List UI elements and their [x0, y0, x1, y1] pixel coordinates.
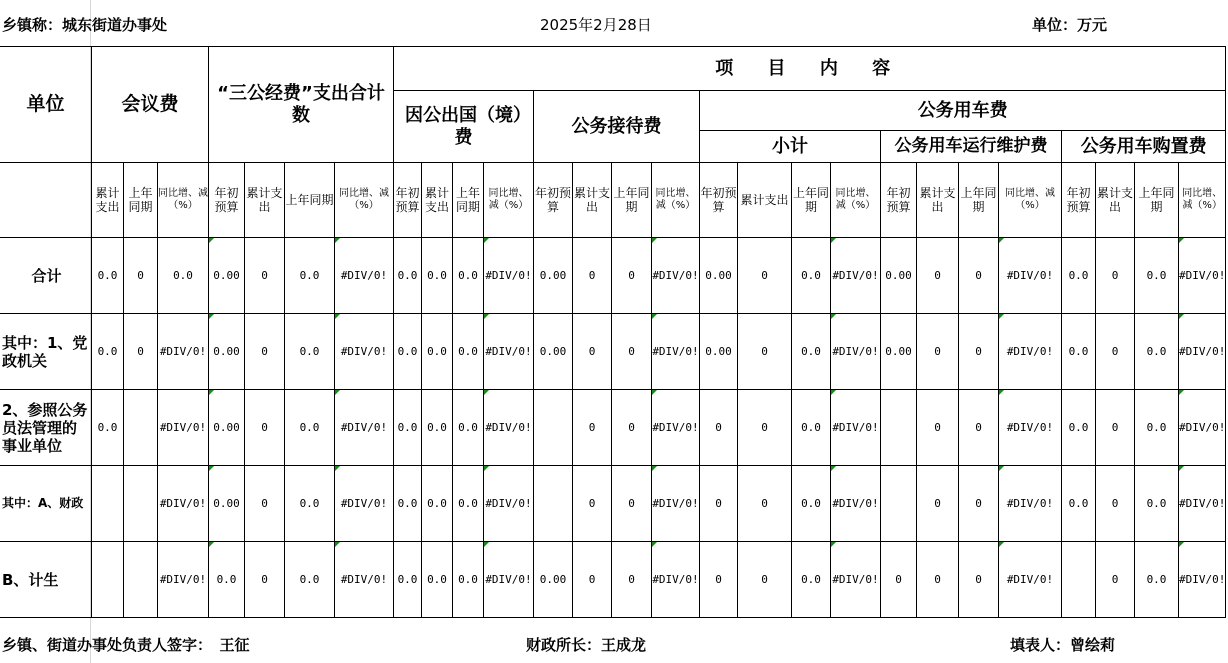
data-cell: 0.0	[792, 542, 831, 618]
data-cell: 0	[738, 314, 792, 390]
car-purchase-header: 公务用车购置费	[1062, 131, 1226, 163]
data-cell: #DIV/0!	[484, 542, 534, 618]
data-cell: 0.00	[209, 314, 245, 390]
data-cell: 0.0	[285, 390, 335, 466]
data-cell: 0.0	[453, 390, 484, 466]
data-cell: 0	[245, 466, 285, 542]
data-cell: #DIV/0!	[158, 542, 209, 618]
subheader-cell: 上年同期	[959, 163, 999, 238]
subheader-cell: 同比增、减（%）	[999, 163, 1062, 238]
data-cell: 0.0	[792, 390, 831, 466]
data-cell: #DIV/0!	[158, 314, 209, 390]
subheader-cell: 同比增、减（%）	[652, 163, 700, 238]
data-cell: 0.0	[453, 238, 484, 314]
data-cell: 0	[124, 238, 158, 314]
subheader-cell: 同比增、减（%）	[158, 163, 209, 238]
data-cell	[1062, 542, 1096, 618]
data-cell: #DIV/0!	[484, 238, 534, 314]
table-row	[0, 542, 1226, 618]
leader-signature: 乡镇、街道办事处负责人签字： 王征	[2, 636, 250, 654]
data-cell: #DIV/0!	[831, 390, 881, 466]
data-cell: 0	[738, 238, 792, 314]
data-cell: 0	[917, 466, 959, 542]
sangong-total-header: “三公经费”支出合计数	[209, 47, 394, 163]
data-cell: 0.00	[700, 238, 738, 314]
data-cell	[534, 390, 573, 466]
data-cell: 0	[573, 238, 612, 314]
data-cell: 0.0	[285, 466, 335, 542]
subheader-cell: 上年同期	[124, 163, 158, 238]
data-cell: 0	[1096, 390, 1135, 466]
data-cell: 0	[738, 466, 792, 542]
data-cell: #DIV/0!	[158, 466, 209, 542]
data-cell: #DIV/0!	[484, 390, 534, 466]
data-cell: #DIV/0!	[484, 314, 534, 390]
unit-header: 单位	[0, 47, 92, 163]
data-cell: 0.0	[1062, 314, 1096, 390]
data-cell: 0.0	[1135, 390, 1179, 466]
table-row	[0, 466, 1226, 542]
data-cell: #DIV/0!	[335, 238, 394, 314]
data-cell: 0.0	[453, 542, 484, 618]
data-cell: #DIV/0!	[831, 314, 881, 390]
subheader-cell: 上年同期	[453, 163, 484, 238]
data-cell: 0.0	[1135, 238, 1179, 314]
data-cell: 0.0	[1135, 542, 1179, 618]
data-cell: 0.0	[394, 466, 422, 542]
data-cell: 0	[700, 466, 738, 542]
data-cell: #DIV/0!	[652, 542, 700, 618]
data-cell: 0	[917, 390, 959, 466]
data-cell: 0	[1096, 314, 1135, 390]
subheader-cell: 年初预算	[209, 163, 245, 238]
data-cell: 0	[700, 390, 738, 466]
row-label: B、计生	[0, 542, 92, 618]
data-cell: 0	[959, 542, 999, 618]
data-cell: #DIV/0!	[652, 314, 700, 390]
data-cell: 0	[245, 238, 285, 314]
data-cell: 0.00	[534, 314, 573, 390]
data-cell: #DIV/0!	[652, 390, 700, 466]
data-cell: 0	[612, 238, 652, 314]
data-cell: 0.00	[534, 542, 573, 618]
data-cell: 0.0	[422, 466, 453, 542]
data-cell: #DIV/0!	[158, 390, 209, 466]
data-cell: #DIV/0!	[831, 542, 881, 618]
data-cell: #DIV/0!	[335, 466, 394, 542]
data-cell: #DIV/0!	[1179, 390, 1226, 466]
car-maintenance-header: 公务用车运行维护费	[881, 131, 1062, 163]
form-filler: 填表人：曾绘莉	[1010, 636, 1116, 654]
subheader-cell: 年初预算	[700, 163, 738, 238]
data-cell: 0	[245, 390, 285, 466]
data-cell: 0.0	[285, 314, 335, 390]
data-cell: 0	[573, 390, 612, 466]
data-cell: #DIV/0!	[484, 466, 534, 542]
data-cell: 0.0	[92, 238, 124, 314]
data-cell: 0	[917, 314, 959, 390]
data-cell: 0	[573, 466, 612, 542]
data-cell: 0.0	[792, 466, 831, 542]
data-cell: 0.0	[1135, 466, 1179, 542]
data-cell: 0	[1096, 466, 1135, 542]
table-row	[0, 238, 1226, 314]
data-cell: 0.0	[394, 238, 422, 314]
unit-label: 单位：万元	[1032, 16, 1108, 34]
car-subtotal-header: 小计	[700, 131, 881, 163]
subheader-cell: 年初预算	[394, 163, 422, 238]
data-cell: #DIV/0!	[335, 542, 394, 618]
data-cell	[124, 466, 158, 542]
subheader-cell: 上年同期	[792, 163, 831, 238]
abroad-fee-header: 因公出国（境）费	[394, 91, 534, 163]
subheader-cell: 累计支出	[917, 163, 959, 238]
data-cell: 0.0	[285, 238, 335, 314]
data-cell: 0	[612, 542, 652, 618]
subheader-cell: 累计支出	[245, 163, 285, 238]
data-cell: 0	[959, 314, 999, 390]
subheader-cell: 同比增、减（%）	[484, 163, 534, 238]
data-cell: 0	[1096, 238, 1135, 314]
subheader-cell: 上年同期	[285, 163, 335, 238]
data-cell: 0.00	[700, 314, 738, 390]
data-cell	[881, 466, 917, 542]
data-cell: 0.00	[209, 466, 245, 542]
data-cell: 0.0	[394, 390, 422, 466]
data-cell: 0.0	[422, 542, 453, 618]
data-cell: 0	[573, 314, 612, 390]
data-cell: 0.00	[881, 238, 917, 314]
data-cell: 0.0	[792, 314, 831, 390]
data-cell: #DIV/0!	[831, 238, 881, 314]
data-cell	[124, 390, 158, 466]
data-cell: 0.0	[394, 314, 422, 390]
data-cell: 0	[612, 466, 652, 542]
data-cell: 0	[881, 542, 917, 618]
subheader-cell: 年初预算	[534, 163, 573, 238]
meeting-fee-header: 会议费	[92, 47, 209, 163]
table-row	[0, 314, 1226, 390]
data-cell: 0	[959, 238, 999, 314]
data-cell: 0	[124, 314, 158, 390]
data-cell: #DIV/0!	[831, 466, 881, 542]
data-cell: 0.0	[209, 542, 245, 618]
data-cell: 0.0	[422, 390, 453, 466]
subheader-cell: 累计支出	[573, 163, 612, 238]
data-cell: 0.0	[453, 466, 484, 542]
data-cell: #DIV/0!	[1179, 542, 1226, 618]
data-cell: #DIV/0!	[652, 238, 700, 314]
data-cell: 0	[612, 314, 652, 390]
data-cell: 0	[738, 390, 792, 466]
row-label: 2、参照公务员法管理的事业单位	[0, 390, 92, 466]
data-cell: 0.0	[453, 314, 484, 390]
subheader-cell: 同比增、减（%）	[831, 163, 881, 238]
reception-fee-header: 公务接待费	[534, 91, 700, 163]
subheader-cell: 年初预算	[881, 163, 917, 238]
row-label: 其中：1、党政机关	[0, 314, 92, 390]
subheader-cell: 年初预算	[1062, 163, 1096, 238]
data-cell: 0	[245, 542, 285, 618]
data-cell: 0.00	[881, 314, 917, 390]
data-cell: 0	[738, 542, 792, 618]
subheader-row	[0, 163, 1226, 238]
data-cell	[92, 466, 124, 542]
data-cell: 0.0	[158, 238, 209, 314]
data-cell: 0.0	[1062, 466, 1096, 542]
subheader-cell: 上年同期	[612, 163, 652, 238]
data-cell: 0.0	[422, 238, 453, 314]
finance-head: 财政所长：王成龙	[526, 636, 647, 654]
data-cell: #DIV/0!	[335, 390, 394, 466]
data-cell	[124, 542, 158, 618]
data-cell: 0.00	[209, 238, 245, 314]
data-cell: 0.0	[792, 238, 831, 314]
data-cell: #DIV/0!	[1179, 466, 1226, 542]
data-cell: #DIV/0!	[1179, 314, 1226, 390]
data-cell: 0.00	[209, 390, 245, 466]
expense-table	[0, 46, 1226, 618]
subheader-cell: 累计支出	[422, 163, 453, 238]
subheader-cell: 累计支出	[92, 163, 124, 238]
project-content-header: 项 目 内 容	[394, 47, 1226, 91]
data-cell: 0	[959, 390, 999, 466]
subheader-cell: 累计支出	[738, 163, 792, 238]
data-cell: 0	[612, 390, 652, 466]
data-cell: 0	[245, 314, 285, 390]
data-cell: 0	[573, 542, 612, 618]
subheader-cell: 同比增、减（%）	[1179, 163, 1226, 238]
data-cell: 0.0	[92, 314, 124, 390]
data-cell: #DIV/0!	[1179, 238, 1226, 314]
data-cell: #DIV/0!	[999, 466, 1062, 542]
data-cell: 0	[700, 542, 738, 618]
report-date: 2025年2月28日	[540, 16, 652, 34]
subheader-cell: 同比增、减（%）	[335, 163, 394, 238]
data-cell: 0.0	[1062, 390, 1096, 466]
data-cell: #DIV/0!	[999, 314, 1062, 390]
data-cell: 0	[917, 542, 959, 618]
data-cell: 0.0	[92, 390, 124, 466]
data-cell	[92, 542, 124, 618]
car-fee-header: 公务用车费	[700, 91, 1226, 131]
data-cell: 0	[917, 238, 959, 314]
row-label: 其中：A、财政	[0, 466, 92, 542]
data-cell: 0.0	[1062, 238, 1096, 314]
data-cell: 0.0	[1135, 314, 1179, 390]
data-cell: #DIV/0!	[335, 314, 394, 390]
data-cell: #DIV/0!	[652, 466, 700, 542]
data-cell: #DIV/0!	[999, 390, 1062, 466]
township-name: 乡镇称：城东街道办事处	[2, 16, 168, 34]
data-body	[0, 238, 1226, 618]
table-row	[0, 390, 1226, 466]
data-cell: 0.0	[422, 314, 453, 390]
data-cell	[881, 390, 917, 466]
data-cell: 0.0	[285, 542, 335, 618]
data-cell	[534, 466, 573, 542]
subheader-cell: 上年同期	[1135, 163, 1179, 238]
data-cell: 0.00	[534, 238, 573, 314]
data-cell: #DIV/0!	[999, 238, 1062, 314]
data-cell: #DIV/0!	[999, 542, 1062, 618]
data-cell: 0.0	[394, 542, 422, 618]
row-label: 合计	[0, 238, 92, 314]
data-cell: 0	[1096, 542, 1135, 618]
subheader-cell: 累计支出	[1096, 163, 1135, 238]
data-cell: 0	[959, 466, 999, 542]
